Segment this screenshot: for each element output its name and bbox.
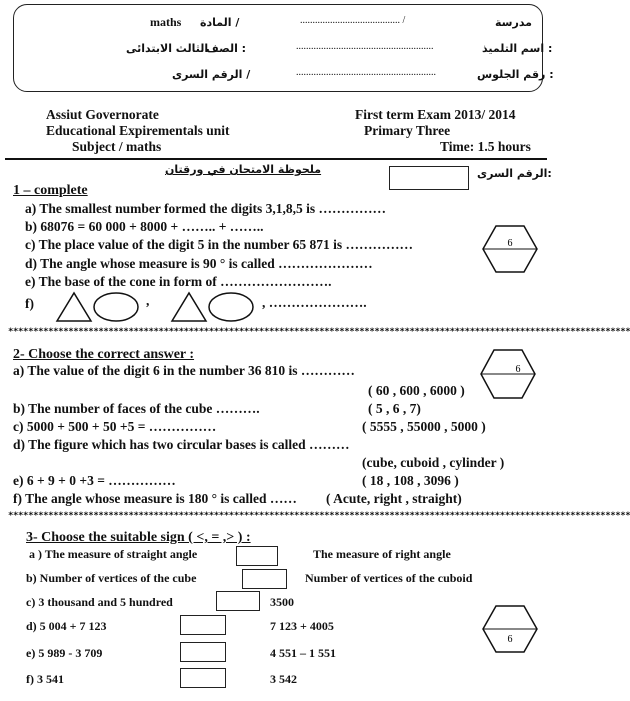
triangle-icon bbox=[172, 293, 206, 321]
q2-item-b: b) The number of faces of the cube ………. bbox=[13, 401, 260, 416]
q1-item-f-blank: , …………………. bbox=[262, 295, 367, 310]
exam-note: ملحوظة الامتحان في ورقتان bbox=[165, 163, 322, 176]
q1-item-b: b) 68076 = 60 000 + 8000 + …….. + …….. bbox=[25, 219, 264, 234]
q2-options-d: (cube, cuboid , cylinder ) bbox=[362, 455, 505, 470]
triangle-icon bbox=[57, 293, 91, 321]
q1-item-d: d) The angle whose measure is 90 ° is called ………………… bbox=[25, 256, 373, 271]
q3-row-b-left: b) Number of vertices of the cube bbox=[26, 571, 197, 585]
score-hexagon-q1 bbox=[482, 224, 538, 274]
separator-stars: **************************************************************************************************************************** bbox=[8, 327, 630, 337]
q2-options-f: ( Acute, right , straight) bbox=[326, 491, 462, 506]
secret-number-box[interactable] bbox=[389, 166, 469, 190]
q2-options-c: ( 5555 , 55000 , 5000 ) bbox=[362, 419, 486, 434]
score-hexagon-q3 bbox=[482, 604, 538, 654]
seat-label: رقم الجلوس : bbox=[477, 68, 554, 81]
header-box bbox=[13, 4, 543, 92]
q3-row-d-right: 7 123 + 4005 bbox=[270, 619, 334, 633]
class-value: الثالث الابتدائى bbox=[126, 42, 209, 55]
score-hexagon-q2 bbox=[480, 348, 536, 400]
exam-time: Time: 1.5 hours bbox=[440, 139, 531, 154]
shape-sequence bbox=[52, 288, 262, 324]
class-label: الصف : bbox=[206, 42, 247, 55]
q2-item-c: c) 5000 + 500 + 50 +5 = …………… bbox=[13, 419, 217, 434]
sign-box-b[interactable] bbox=[242, 569, 287, 589]
q3-row-a-left: a ) The measure of straight angle bbox=[29, 547, 198, 561]
q2-item-d: d) The figure which has two circular bases is called ……… bbox=[13, 437, 350, 452]
school-label: مدرسة bbox=[495, 16, 532, 29]
shape-comma: , bbox=[146, 293, 150, 308]
q3-row-f-left: f) 3 541 bbox=[26, 672, 64, 686]
q2-options-e: ( 18 , 108 , 3096 ) bbox=[362, 473, 459, 488]
student-field: ....................................................... bbox=[296, 41, 434, 52]
subject-label: المادة / bbox=[200, 16, 240, 29]
score-q1: 6 bbox=[507, 238, 513, 249]
score-q2: 6 bbox=[515, 364, 521, 375]
sign-box-f[interactable] bbox=[180, 668, 226, 688]
unit: Educational Expirementals unit bbox=[46, 123, 230, 138]
q3-heading: 3- Choose the suitable sign ( <, = ,> ) : bbox=[26, 530, 251, 545]
q1-item-e: e) The base of the cone in form of ……………………. bbox=[25, 274, 332, 289]
q3-row-e-right: 4 551 – 1 551 bbox=[270, 646, 336, 660]
q2-item-f: f) The angle whose measure is 180 ° is called …… bbox=[13, 491, 297, 506]
score-q3: 6 bbox=[507, 634, 513, 645]
q3-row-e-left: e) 5 989 - 3 709 bbox=[26, 646, 103, 660]
q1-heading: 1 – complete bbox=[13, 183, 88, 198]
seat-field: ........................................................ bbox=[296, 67, 436, 78]
separator-stars: **************************************************************************************************************************** bbox=[8, 511, 630, 521]
grade: Primary Three bbox=[364, 123, 451, 138]
subject-value: maths bbox=[150, 15, 182, 29]
q1-item-c: c) The place value of the digit 5 in the number 65 871 is …………… bbox=[25, 237, 414, 252]
q3-row-a-right: The measure of right angle bbox=[313, 547, 451, 561]
q3-row-f-right: 3 542 bbox=[270, 672, 297, 686]
exam-title: First term Exam 2013/ 2014 bbox=[355, 107, 516, 122]
q2-item-a: a) The value of the digit 6 in the number 36 810 is ………… bbox=[13, 363, 355, 378]
student-label: اسم التلميذ : bbox=[482, 42, 553, 55]
sign-box-d[interactable] bbox=[180, 615, 226, 635]
q3-row-c-left: c) 3 thousand and 5 hundred bbox=[26, 595, 173, 609]
secret-label: الرقم السرى / bbox=[172, 68, 251, 81]
q3-row-d-left: d) 5 004 + 7 123 bbox=[26, 619, 107, 633]
ellipse-icon bbox=[209, 293, 253, 321]
q2-item-e: e) 6 + 9 + 0 +3 = …………… bbox=[13, 473, 176, 488]
school-field: ........................................ / bbox=[300, 15, 406, 26]
ellipse-icon bbox=[94, 293, 138, 321]
sign-box-a[interactable] bbox=[236, 546, 278, 566]
sign-box-c[interactable] bbox=[216, 591, 260, 611]
sign-box-e[interactable] bbox=[180, 642, 226, 662]
q1-item-a: a) The smallest number formed the digits 3,1,8,5 is …………… bbox=[25, 201, 386, 216]
q3-row-b-right: Number of vertices of the cuboid bbox=[305, 571, 473, 585]
q2-options-a: ( 60 , 600 , 6000 ) bbox=[368, 383, 465, 398]
q3-row-c-right: 3500 bbox=[270, 595, 294, 609]
q2-heading: 2- Choose the correct answer : bbox=[13, 347, 195, 362]
secret-number-label: الرقم السرى: bbox=[477, 167, 552, 180]
q1-item-f-label: f) bbox=[25, 296, 34, 311]
governorate: Assiut Governorate bbox=[46, 107, 159, 122]
divider bbox=[5, 158, 547, 160]
subject-title: Subject / maths bbox=[72, 139, 162, 154]
q2-options-b: ( 5 , 6 , 7) bbox=[368, 401, 421, 416]
